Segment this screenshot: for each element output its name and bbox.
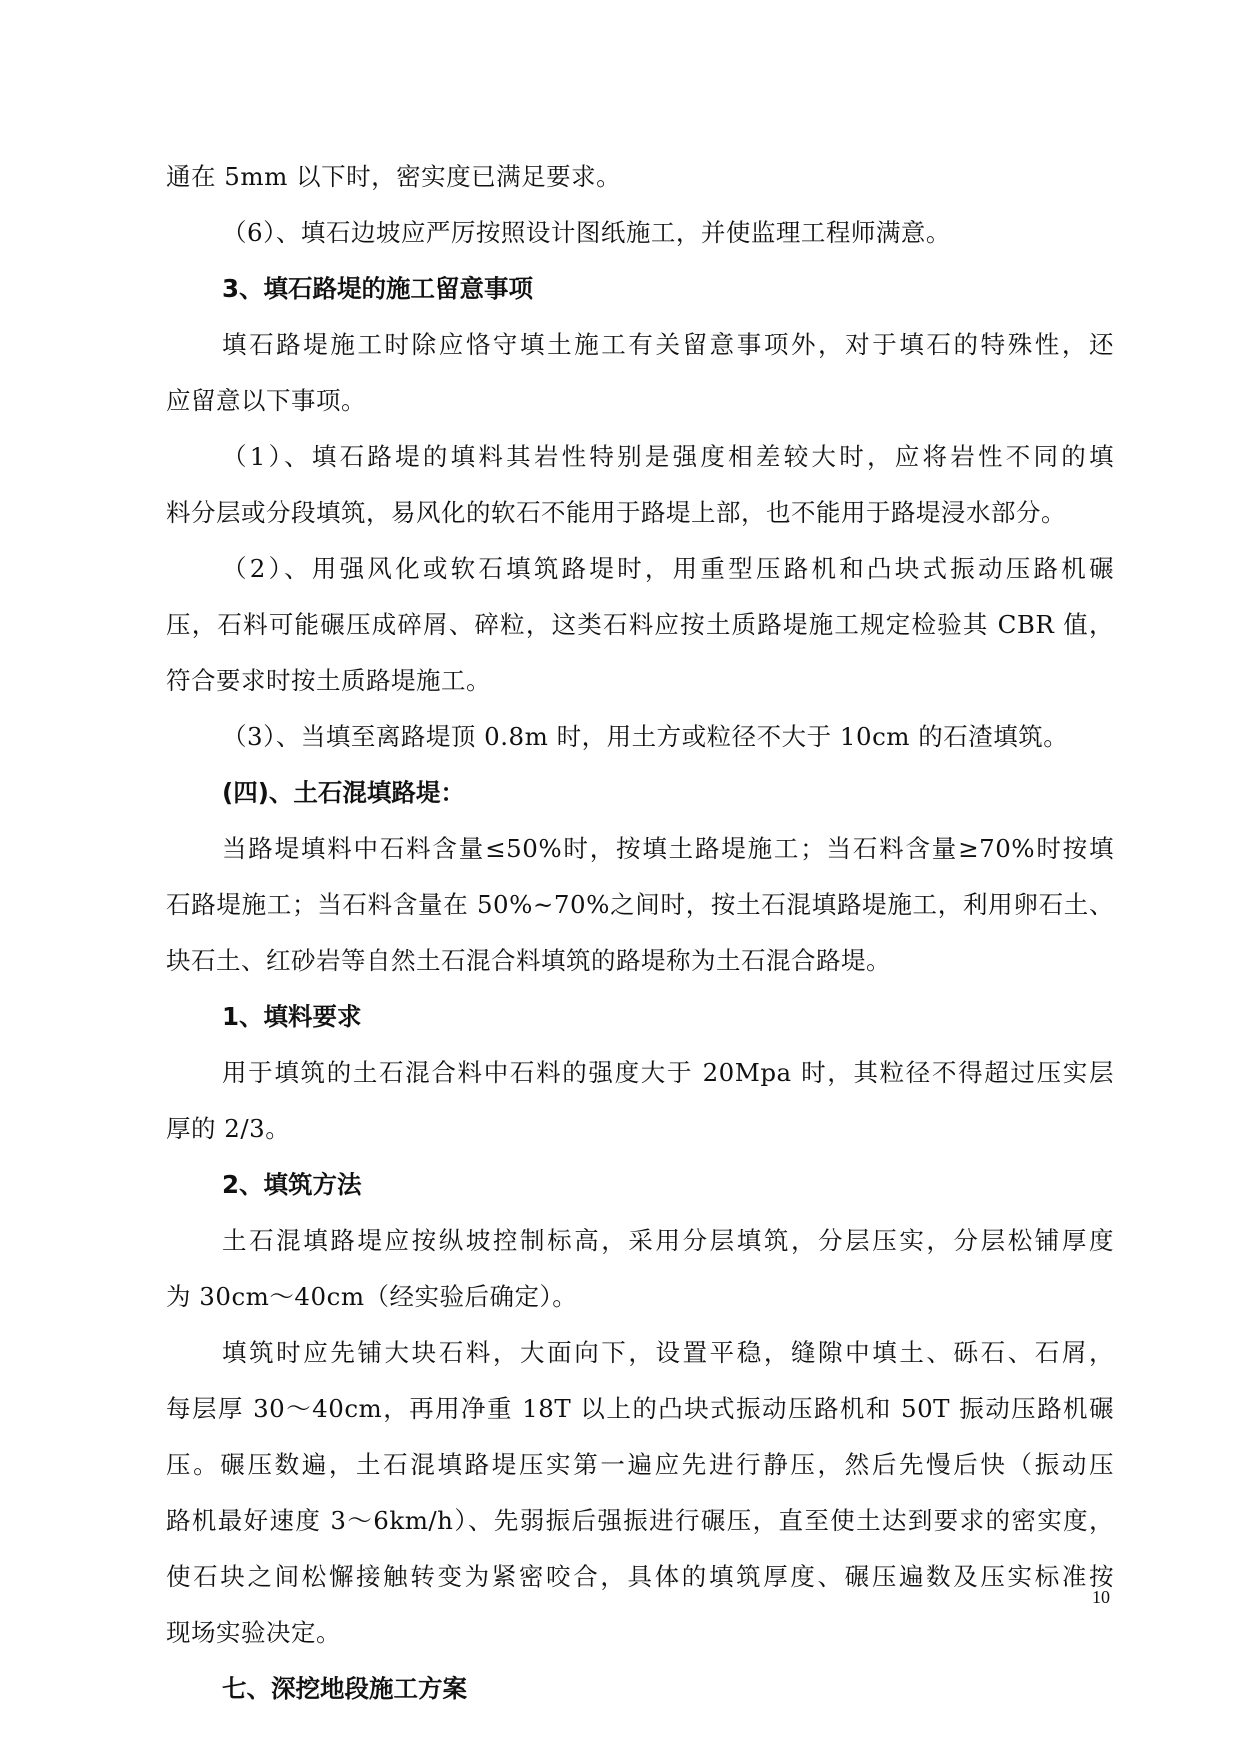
paragraph-line: 应留意以下事项。: [166, 386, 366, 415]
paragraph-line: 通在 5mm 以下时，密实度已满足要求。: [166, 162, 622, 191]
paragraph-line: 压。碾压数遍，土石混填路堤压实第一遍应先进行静压，然后先慢后快（振动压: [166, 1450, 1114, 1479]
paragraph-line: 厚的 2/3。: [166, 1114, 291, 1143]
paragraph-line: 压，石料可能碾压成碎屑、碎粒，这类石料应按土质路堤施工规定检验其 CBR 值，: [166, 610, 1114, 639]
paragraph-line: 块石土、红砂岩等自然土石混合料填筑的路堤称为土石混合路堤。: [166, 946, 891, 975]
paragraph-line: 每层厚 30～40cm，再用净重 18T 以上的凸块式振动压路机和 50T 振动压路机碾: [166, 1394, 1114, 1423]
paragraph-line: 料分层或分段填筑，易风化的软石不能用于路堤上部，也不能用于路堤浸水部分。: [166, 498, 1066, 527]
paragraph-line: 用于填筑的土石混合料中石料的强度大于 20Mpa 时，其粒径不得超过压实层: [222, 1058, 1114, 1087]
paragraph-line: 土石混填路堤应按纵坡控制标高，采用分层填筑，分层压实，分层松铺厚度: [222, 1226, 1114, 1255]
section-heading: (四)、土石混填路堤：: [222, 778, 465, 807]
section-heading: 七、深挖地段施工方案: [222, 1674, 467, 1703]
section-heading: 2、填筑方法: [222, 1170, 362, 1199]
page-body: [166, 155, 1114, 1723]
paragraph-line: （1）、填石路堤的填料其岩性特别是强度相差较大时，应将岩性不同的填: [222, 442, 1114, 471]
paragraph-line: （6）、填石边坡应严厉按照设计图纸施工，并使监理工程师满意。: [222, 218, 951, 247]
section-heading: 1、填料要求: [222, 1002, 362, 1031]
paragraph-line: 符合要求时按土质路堤施工。: [166, 666, 491, 695]
page-number: 10: [1092, 1587, 1110, 1607]
paragraph-line: （2）、用强风化或软石填筑路堤时，用重型压路机和凸块式振动压路机碾: [222, 554, 1114, 583]
paragraph-line: 路机最好速度 3～6km/h）、先弱振后强振进行碾压，直至使土达到要求的密实度，: [166, 1506, 1114, 1535]
paragraph-line: 现场实验决定。: [166, 1618, 341, 1647]
paragraph-line: 填筑时应先铺大块石料，大面向下，设置平稳，缝隙中填土、砾石、石屑，: [222, 1338, 1114, 1367]
paragraph-line: 填石路堤施工时除应恪守填土施工有关留意事项外，对于填石的特殊性，还: [222, 330, 1114, 359]
paragraph-line: 石路堤施工；当石料含量在 50%~70%之间时，按土石混填路堤施工，利用卵石土、: [166, 890, 1114, 919]
paragraph-line: 使石块之间松懈接触转变为紧密咬合，具体的填筑厚度、碾压遍数及压实标准按: [166, 1562, 1114, 1591]
paragraph-line: 为 30cm～40cm（经实验后确定）。: [166, 1282, 578, 1311]
paragraph-line: （3）、当填至离路堤顶 0.8m 时，用土方或粒径不大于 10cm 的石渣填筑。: [222, 722, 1069, 751]
paragraph-line: 当路堤填料中石料含量≤50%时，按填土路堤施工；当石料含量≥70%时按填: [222, 834, 1114, 863]
section-heading: 3、填石路堤的施工留意事项: [222, 274, 534, 303]
